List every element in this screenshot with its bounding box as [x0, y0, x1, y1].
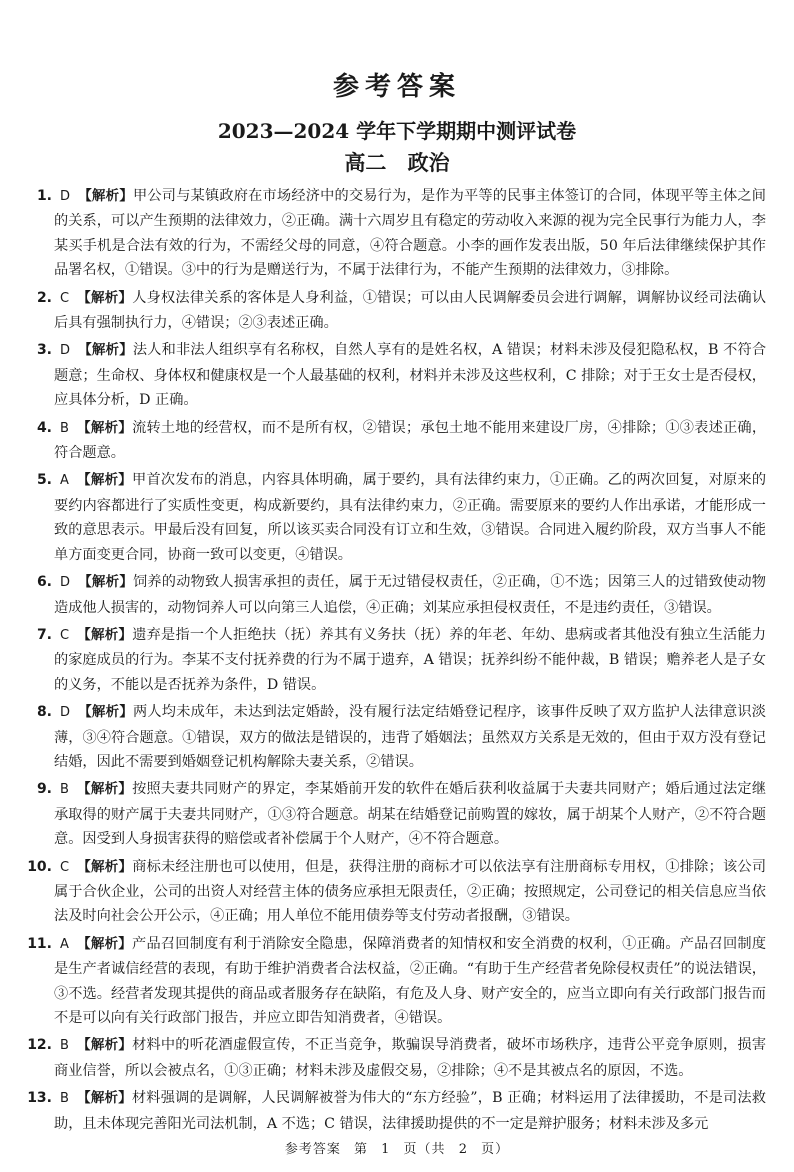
answer-choice: D: [60, 189, 71, 204]
analysis-text: 产品召回制度有利于消除安全隐患，保障消费者的知情权和安全消费的权利，①正确。产品召回制度是生产者诚信经营的表现，有助于维护消费者合法权益，②正确。“有助于生产经营者免除侵权责任”的说法错误，③不选。经营者发现其提供的商品或者服务存在缺陷，有危及人身、财产安全的，应当立即向有关行政部门报告而不是可以向有关行政部门报告，并应立即告知消费者，④错误。: [54, 935, 767, 1026]
analysis-tag: 【解析】: [76, 472, 133, 489]
analysis-tag: 【解析】: [78, 188, 134, 204]
answer-item: [28, 932, 766, 1031]
exam-subject: 高二 政治: [344, 150, 450, 175]
answer-item: [28, 855, 766, 929]
answer-choice: C: [60, 290, 70, 306]
answer-number: 4.: [36, 419, 52, 436]
analysis-tag: 【解析】: [77, 858, 133, 875]
analysis-text: 按照夫妻共同财产的界定，李某婚前开发的软件在婚后获利收益属于夫妻共同财产；婚后通过法定继承取得的财产属于夫妻共同财产，①③符合题意。胡某在结婚登记前购置的嫁妆，属于胡某个人财产，②不符合题意。因受到人身损害获得的赔偿或者补偿属于个人财产，④不符合题意。: [54, 781, 767, 848]
analysis-text: 饲养的动物致人损害承担的责任，属于无过错侵权责任，②正确，①不选；因第三人的过错致使动物造成他人损害的，动物饲养人可以向第三人追偿，④正确；刘某应承担侵权责任，不是违约责任，③错误。: [54, 574, 766, 616]
analysis-text: 材料强调的是调解，人民调解被誉为伟大的“东方经验”，B 正确；材料运用了法律援助，不是司法救助，且未体现完善阳光司法机制，A 不选；C 错误，法律援助提供的不一定是辩护服务；材料未涉及多元: [54, 1090, 766, 1132]
answer-number: 8.: [36, 704, 52, 721]
analysis-tag: 【解析】: [77, 626, 133, 643]
answer-item: [28, 184, 766, 283]
analysis-text: 甲公司与某镇政府在市场经济中的交易行为，是作为平等的民事主体签订的合同，体现平等主体之间的关系，可以产生预期的法律效力，②正确。满十六周岁且有稳定的劳动收入来源的视为完全民事行为能力人，李某买手机是合法有效的行为，不需经父母的同意，④符合题意。小李的画作发表出版，50 年后法律继续保护其作品署名权，①错误。③中的行为是赠送行为，不属于法律行为，不能产生预期的法律效力，③排除。: [54, 188, 766, 279]
answer-number: 2.: [36, 289, 52, 306]
analysis-tag: 【解析】: [76, 1090, 132, 1107]
analysis-text: 两人均未成年，未达到法定婚龄，没有履行法定结婚登记程序，该事件反映了双方监护人法律意识淡薄，③④符合题意。①错误，双方的做法是错误的，违背了婚姻法；虽然双方关系是无效的，但由于双方没有登记结婚，因此不需要到婚姻登记机构解除夫妻关系，②错误。: [54, 704, 766, 770]
answer-choice: B: [60, 782, 69, 798]
answer-number: 11.: [27, 935, 52, 952]
analysis-text: 材料中的听花酒虚假宣传，不正当竞争，欺骗误导消费者，破坏市场秩序，违背公平竞争原则，损害商业信誉，所以会被点名，①③正确；材料未涉及虚假交易，②排除；④不是其被点名的原因，不选。: [54, 1037, 767, 1079]
analysis-tag: 【解析】: [78, 342, 133, 359]
answer-number: 12.: [27, 1037, 52, 1054]
answer-choice: D: [60, 705, 71, 721]
answer-item: [28, 1033, 766, 1083]
answer-item: [28, 623, 766, 697]
answer-choice: C: [60, 859, 70, 875]
analysis-tag: 【解析】: [76, 1037, 133, 1054]
answer-choice: B: [60, 1091, 69, 1107]
exam-subtitle: 2023—2024 学年下学期期中测评试卷: [217, 119, 577, 143]
answer-number: 5.: [36, 472, 52, 489]
answer-number: 9.: [36, 781, 52, 798]
answer-item: [28, 286, 766, 336]
answer-item: [28, 570, 766, 620]
analysis-text: 人身权法律关系的客体是人身利益，①错误；可以由人民调解委员会进行调解，调解协议经司法确认后具有强制执行力，④错误；②③表述正确。: [54, 289, 767, 332]
analysis-tag: 【解析】: [76, 935, 133, 952]
answer-item: [28, 1086, 766, 1136]
answer-number: 6.: [36, 574, 52, 591]
analysis-text: 法人和非法人组织享有名称权，自然人享有的是姓名权，A 错误；材料未涉及侵犯隐私权，B 不符合题意；生命权、身体权和健康权是一个人最基础的权利，材料并未涉及这些权利，C 排除；对于王女士是否侵权，应具体分析，D 正确。: [54, 342, 767, 409]
analysis-text: 遗弃是指一个人拒绝扶（抚）养其有义务扶（抚）养的年老、年幼、患病或者其他没有独立生活能力的家庭成员的行为。李某不支付抚养费的行为不属于遗弃，A 错误；抚养纠纷不能仲裁，B 错误；赡养老人是子女的义务，不能以是否抚养为条件，D 错误。: [54, 626, 767, 693]
answer-choice: C: [60, 627, 70, 643]
analysis-text: 商标未经注册也可以使用，但是，获得注册的商标才可以依法享有注册商标专用权，①排除；该公司属于合伙企业，公司的出资人对经营主体的债务应承担无限责任，②正确；按照规定，公司登记的相关信息应当依法及时向社会公开公示，④正确；用人单位不能用债券等支付劳动者报酬，③错误。: [54, 858, 767, 925]
answer-choice: A: [60, 936, 69, 952]
answer-choice: B: [60, 1038, 69, 1054]
answer-choice: D: [60, 575, 71, 591]
analysis-tag: 【解析】: [76, 781, 133, 798]
answer-item: [28, 338, 766, 412]
analysis-text: 流转土地的经营权，而不是所有权，②错误；承包土地不能用来建设厂房，④排除；①③表述正确，符合题意。: [54, 419, 767, 462]
answer-item: [28, 777, 766, 851]
analysis-text: 甲首次发布的消息，内容具体明确，属于要约，具有法律约束力，①正确。乙的两次回复，对原来的要约内容都进行了实质性变更，构成新要约，具有法律约束力，②正确。需要原来的要约人作出承诺，才能形成一致的意思表示。甲最后没有回复，所以该买卖合同没有订立和生效，③错误。合同进入履约阶段，双方当事人不能单方面变更合同，协商一致可以变更，④错误。: [54, 472, 767, 563]
analysis-tag: 【解析】: [77, 289, 133, 306]
answer-choice: A: [60, 473, 69, 489]
answer-choice: B: [60, 420, 69, 436]
answer-choice: D: [60, 343, 71, 359]
page-title: 参考答案: [332, 72, 461, 102]
analysis-tag: 【解析】: [78, 704, 134, 721]
answer-list: [28, 184, 766, 1136]
answer-number: 1.: [36, 188, 52, 204]
analysis-tag: 【解析】: [76, 419, 133, 436]
analysis-tag: 【解析】: [78, 574, 134, 591]
answer-item: [28, 468, 766, 567]
answer-number: 13.: [27, 1090, 52, 1107]
answer-number: 3.: [36, 342, 52, 359]
answer-item: [28, 416, 766, 466]
page-footer: 参考答案 第 1 页（共 2 页）: [284, 1142, 510, 1157]
answer-number: 7.: [36, 626, 52, 643]
answer-item: [28, 700, 766, 774]
answer-number: 10.: [27, 858, 52, 875]
